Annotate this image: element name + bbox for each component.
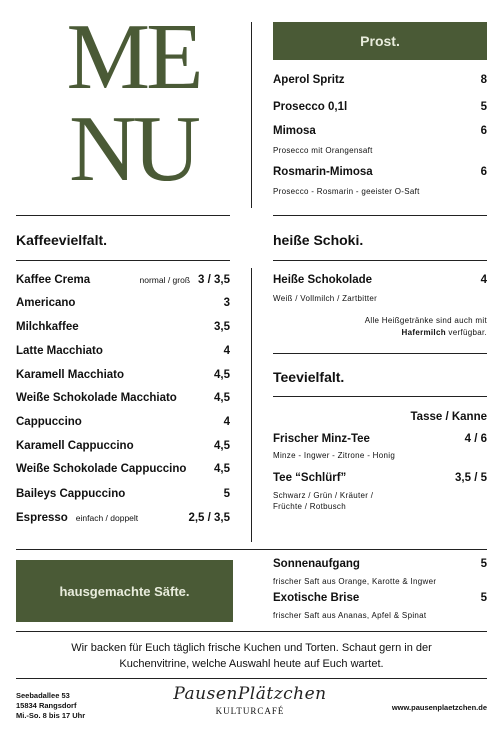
- item-price: 2,5 / 3,5: [188, 512, 230, 524]
- kuchen-note-line1: Wir backen für Euch täglich frische Kuchen und Torten. Schaut gern in der: [71, 642, 432, 654]
- address-block: [16, 691, 85, 721]
- list-item: [16, 345, 230, 357]
- list-item: [16, 274, 230, 286]
- list-item: [16, 297, 230, 309]
- item-name: Cappuccino: [16, 416, 82, 428]
- saefte-label: hausgemachte Säfte.: [59, 583, 190, 599]
- item-name: Weiße Schokolade Macchiato: [16, 392, 177, 404]
- section-title-schoki: heiße Schoki.: [273, 232, 364, 248]
- prost-banner: [273, 22, 487, 60]
- item-price: 3,5: [214, 321, 230, 333]
- item-description: Schwarz / Grün / Kräuter /: [273, 491, 374, 500]
- divider: [16, 678, 487, 679]
- website-link[interactable]: www.pausenplaetzchen.de: [391, 703, 487, 712]
- item-price: 5: [480, 592, 487, 604]
- item-price: 5: [480, 558, 487, 570]
- item-description: Weiß / Vollmilch / Zartbitter: [273, 294, 378, 303]
- kuchen-note: [16, 640, 487, 672]
- tee-header: Tasse / Kanne: [410, 411, 487, 423]
- item-name: Karamell Macchiato: [16, 369, 125, 381]
- item-price: 4: [223, 345, 230, 357]
- divider: [16, 549, 487, 550]
- section-title-kaffee: Kaffeevielfalt.: [16, 232, 108, 248]
- item-name: Americano: [16, 297, 76, 309]
- item-price: 4,5: [214, 392, 230, 404]
- list-item: [273, 125, 487, 137]
- item-name: Milchkaffee: [16, 321, 79, 333]
- kuchen-note-line2: Kuchenvitrine, welche Auswahl heute auf Euch wartet.: [119, 658, 384, 670]
- logo: [160, 684, 340, 716]
- list-item: [273, 101, 487, 113]
- list-item: [273, 74, 487, 86]
- logo-sub: KULTURCAFÉ: [215, 706, 285, 716]
- list-item: [273, 558, 487, 570]
- item-description: Prosecco - Rosmarin - geeister O-Saft: [273, 187, 420, 196]
- item-price: 4: [480, 274, 487, 286]
- item-price: 8: [480, 74, 487, 86]
- item-price: 5: [480, 101, 487, 113]
- item-name: Mimosa: [273, 125, 316, 137]
- item-price: 5: [223, 488, 230, 500]
- divider: [16, 215, 230, 216]
- item-name: Sonnenaufgang: [273, 558, 360, 570]
- divider: [16, 260, 230, 261]
- list-item: [16, 369, 230, 381]
- list-item: [273, 592, 487, 604]
- item-name: Kaffee Crema: [16, 274, 91, 286]
- item-price: 4 / 6: [464, 433, 487, 445]
- list-item: [16, 392, 230, 404]
- item-price: 4: [223, 416, 230, 428]
- item-price: 4,5: [214, 440, 230, 452]
- list-item: [16, 416, 230, 428]
- hafer-bold: Hafermilch: [401, 328, 446, 337]
- item-price: 3: [223, 297, 230, 309]
- divider: [273, 396, 487, 397]
- item-name: Tee “Schlürf”: [273, 472, 347, 484]
- item-name: Latte Macchiato: [16, 345, 103, 357]
- item-price: 4,5: [214, 369, 230, 381]
- list-item: [273, 166, 487, 178]
- list-item: [273, 433, 487, 445]
- address-city: 15834 Rangsdorf: [16, 701, 77, 710]
- item-price: 6: [480, 166, 487, 178]
- list-item: [16, 488, 230, 500]
- item-price: 3,5 / 5: [455, 472, 487, 484]
- item-name: Karamell Cappuccino: [16, 440, 134, 452]
- logo-script: PausenPlätzchen: [173, 684, 327, 704]
- divider: [16, 631, 487, 632]
- item-description: Früchte / Rotbusch: [273, 502, 346, 511]
- item-name: Baileys Cappuccino: [16, 488, 126, 500]
- item-price: 6: [480, 125, 487, 137]
- divider-vertical: [251, 22, 252, 208]
- prost-label: Prost.: [360, 33, 400, 49]
- item-name: Prosecco 0,1l: [273, 101, 348, 113]
- hafer-note-line2: [273, 328, 487, 337]
- item-name: Heiße Schokolade: [273, 274, 373, 286]
- divider-vertical: [251, 268, 252, 542]
- section-title-tee: Teevielfalt.: [273, 369, 345, 385]
- menu-title-line1: ME: [66, 5, 200, 109]
- list-item: [273, 472, 487, 484]
- list-item: [16, 440, 230, 452]
- item-name: Weiße Schokolade Cappuccino: [16, 463, 187, 475]
- item-name: Rosmarin-Mimosa: [273, 166, 373, 178]
- list-item: [16, 463, 230, 475]
- item-price: 4,5: [214, 463, 230, 475]
- item-name: Aperol Spritz: [273, 74, 345, 86]
- list-item: [16, 321, 230, 333]
- item-description: Minze - Ingwer - Zitrone - Honig: [273, 451, 396, 460]
- item-note: einfach / doppelt: [75, 513, 139, 523]
- item-name: Espresso: [16, 512, 68, 524]
- menu-title-line2: NU: [69, 97, 197, 201]
- opening-hours: Mi.-So. 8 bis 17 Uhr: [16, 711, 86, 720]
- item-description: frischer Saft aus Orange, Karotte & Ingwer: [273, 577, 437, 586]
- list-item: [16, 512, 230, 524]
- divider: [273, 215, 487, 216]
- item-description: frischer Saft aus Ananas, Apfel & Spinat: [273, 611, 427, 620]
- address-street: Seebadallee 53: [16, 691, 70, 700]
- saefte-banner: [16, 560, 233, 622]
- item-name: Exotische Brise: [273, 592, 360, 604]
- item-description: Prosecco mit Orangensaft: [273, 146, 373, 155]
- item-price: 3 / 3,5: [198, 274, 230, 286]
- hafer-note-line1: Alle Heißgetränke sind auch mit: [364, 316, 487, 325]
- divider: [273, 260, 487, 261]
- item-name: Frischer Minz-Tee: [273, 433, 370, 445]
- list-item: [273, 274, 487, 286]
- hafer-rest: verfügbar.: [445, 328, 487, 337]
- divider: [273, 353, 487, 354]
- item-note: normal / groß: [139, 275, 191, 285]
